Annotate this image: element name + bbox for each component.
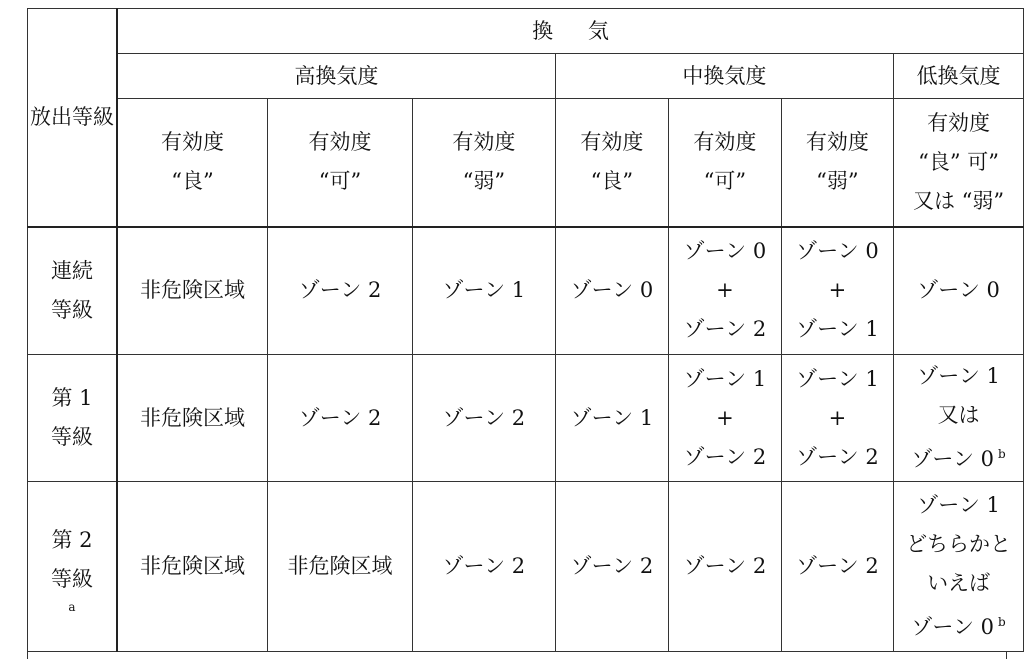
zone-text: 非危険区域 [287,554,393,578]
zone-text: ゾーン 0 [911,447,995,471]
availability-good-high [117,99,268,227]
grade-text: 第 1 [51,386,93,410]
zone-text: ゾーン 1 [917,493,1000,517]
zone-text: 非危険区域 [140,554,246,578]
availability-value: “弱” [816,169,859,194]
zone-text: ゾーン 2 [298,278,382,303]
availability-low [894,99,1024,227]
zone-cell [894,482,1024,652]
zone-text: ゾーン 1 [796,317,879,342]
table-row [28,227,1024,355]
release-grade-cell [28,482,118,652]
zone-cell [117,482,268,652]
zone-cell [413,482,556,652]
availability-fair-high [268,99,413,227]
availability-word: 有効度 [805,130,869,155]
availability-poor-high [413,99,556,227]
zone-cell [268,227,413,355]
availability-poor-medium [781,99,894,227]
zone-cell [894,227,1024,355]
zone-cell [781,355,894,482]
zone-text: + [828,278,847,303]
zone-cell [413,355,556,482]
zone-text-with-note [896,435,1021,479]
availability-value: “良” [590,169,634,194]
zone-cell [781,227,894,355]
zone-text: いえば [927,571,991,595]
table-row [28,355,1024,482]
footnote-marker: a [68,599,76,614]
zone-cell [555,482,668,652]
zone-cell [669,227,782,355]
zone-text: + [716,405,734,430]
zone-cell [268,482,413,652]
availability-word: 有効度 [452,130,516,155]
zone-text: ゾーン 1 [570,405,654,430]
zone-cell [669,355,782,482]
grade-text: 等級 [51,425,93,449]
zone-text: ゾーン 2 [796,554,879,578]
zone-text: + [828,405,847,430]
zone-cell [781,482,894,652]
zone-text: ゾーン 2 [683,444,767,469]
zone-cell [117,227,268,355]
ventilation-label: 換 気 [532,18,623,43]
availability-word: 有効度 [580,130,644,155]
availability-fair-medium [669,99,782,227]
availability-word: 有効度 [693,130,757,155]
table-row [28,482,1024,652]
availability-word: 有効度 [308,130,372,155]
availability-value: “良” 可” [918,149,1000,174]
availability-good-medium [555,99,668,227]
availability-word: 有効度 [161,130,225,155]
release-grade-cell [28,227,118,355]
zone-text: ゾーン 0 [570,278,654,303]
zone-text: ゾーン 1 [683,366,767,391]
zone-text: 非危険区域 [140,278,246,303]
zone-cell [555,355,668,482]
footnote-marker: b [998,615,1006,629]
zone-cell [268,355,413,482]
grade-text: 連続 [51,258,93,283]
footnote-marker: b [998,447,1006,461]
high-degree-header: 高換気度 [117,54,555,99]
hazard-zone-table [27,8,1024,652]
grade-text: 等級 [51,297,93,322]
zone-cell [413,227,556,355]
zone-text: ゾーン 2 [298,405,382,430]
zone-cell [894,355,1024,482]
availability-value: “良” [171,169,214,194]
zone-cell [669,482,782,652]
zone-text: ゾーン 1 [917,364,1000,388]
availability-value: “可” [703,169,747,194]
zone-cell [555,227,668,355]
zone-text: + [716,278,734,303]
grade-text: 第 2 [51,527,93,552]
grade-text: 等級 [51,566,93,591]
zone-text: どちらかと [906,532,1012,556]
zone-text: ゾーン 0 [917,278,1000,303]
release-grade-label: 放出等級 [30,104,114,129]
zone-text: 非危険区域 [140,405,246,430]
zone-text: ゾーン 2 [796,444,879,469]
availability-value: “可” [318,169,362,194]
zone-cell [117,355,268,482]
zone-text: ゾーン 2 [442,554,526,578]
release-grade-header [28,9,118,227]
zone-text-with-note [896,603,1021,647]
zone-text: ゾーン 0 [796,239,879,264]
availability-word: 有効度 [927,110,991,135]
zone-text: ゾーン 2 [570,554,654,578]
zone-text: ゾーン 1 [796,366,879,391]
availability-value: “弱” [462,169,506,194]
zone-text: ゾーン 2 [683,554,767,578]
zone-text: ゾーン 0 [911,615,995,639]
zone-text: 又は [937,403,980,427]
zone-text: ゾーン 1 [442,278,526,303]
medium-degree-header: 中換気度 [555,54,893,99]
zone-text: ゾーン 2 [442,405,526,430]
zone-text: ゾーン 2 [683,317,767,342]
low-degree-header: 低換気度 [894,54,1024,99]
zone-text: ゾーン 0 [683,239,767,264]
ventilation-header [117,9,1024,54]
availability-value: 又は “弱” [912,188,1005,213]
release-grade-cell [28,355,118,482]
